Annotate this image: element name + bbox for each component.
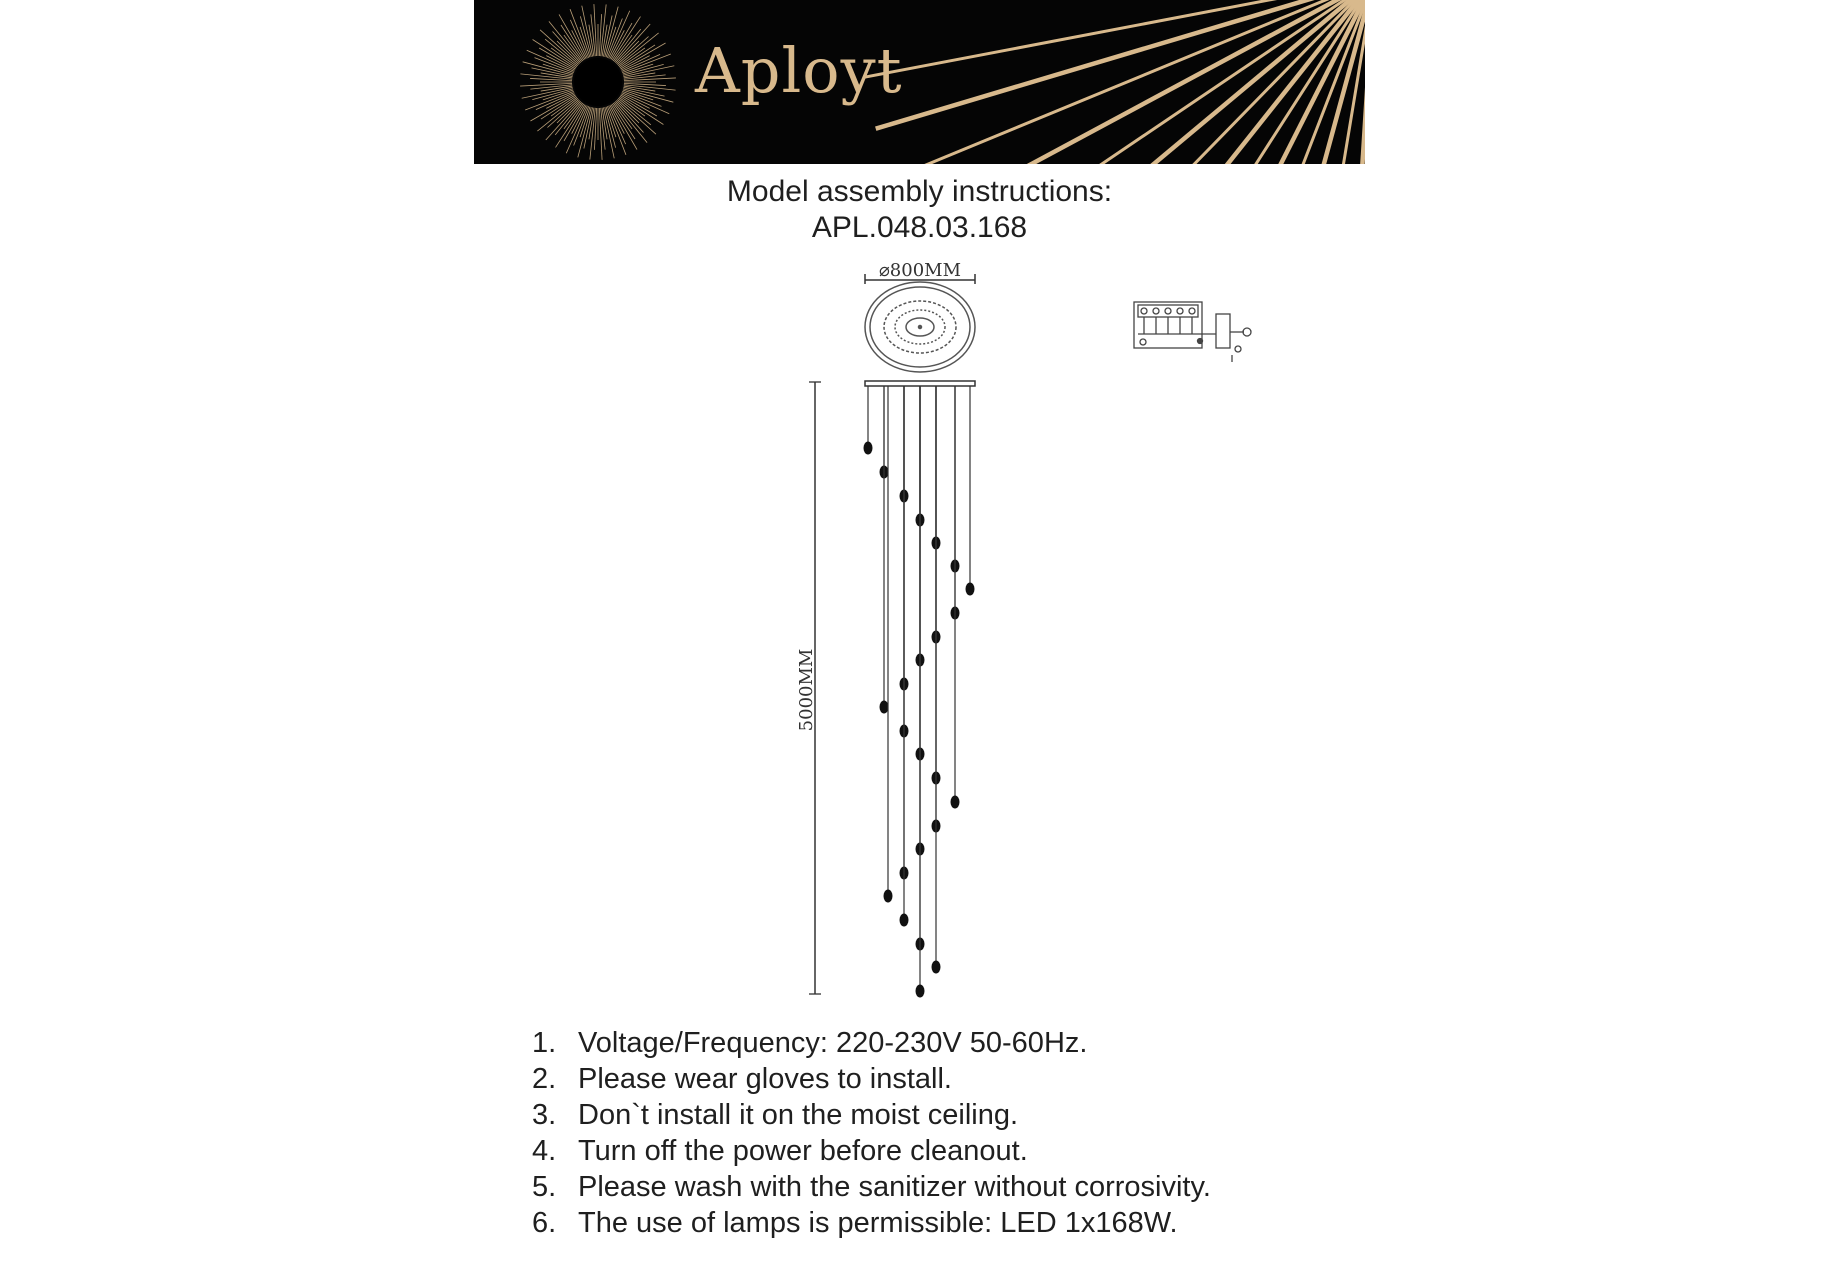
instruction-number: 1. xyxy=(532,1027,557,1059)
instruction-item xyxy=(532,1169,1211,1205)
instruction-text: Don`t install it on the moist ceiling. xyxy=(578,1099,1019,1131)
model-number: APL.048.03.168 xyxy=(811,211,1028,244)
instruction-item xyxy=(532,1025,1211,1061)
pendant-light xyxy=(932,961,941,974)
instruction-number: 3. xyxy=(532,1099,557,1131)
document-title: Model assembly instructions: xyxy=(726,175,1113,208)
pendant-light xyxy=(864,442,873,455)
wiring-diagram-icon xyxy=(1134,302,1251,362)
instruction-item xyxy=(532,1097,1211,1133)
diameter-dimension xyxy=(865,260,975,284)
ceiling-plate xyxy=(865,381,975,386)
instruction-list xyxy=(532,1025,1211,1241)
pendant-light xyxy=(884,890,893,903)
instruction-text: Please wear gloves to install. xyxy=(578,1063,952,1095)
pendant-light xyxy=(900,914,909,927)
instruction-item xyxy=(532,1205,1211,1241)
chandelier-side-view xyxy=(796,381,975,998)
height-label: 5000MM xyxy=(796,648,817,732)
instruction-number: 2. xyxy=(532,1063,557,1095)
pendant-light xyxy=(916,985,925,998)
canopy-top-view xyxy=(865,282,975,372)
instruction-number: 5. xyxy=(532,1171,557,1203)
instruction-text: Voltage/Frequency: 220-230V 50-60Hz. xyxy=(578,1027,1088,1059)
instruction-text: Turn off the power before cleanout. xyxy=(578,1135,1028,1167)
pendant-lights xyxy=(864,386,975,998)
diameter-label: ⌀800MM xyxy=(878,260,962,281)
pendant-light xyxy=(951,796,960,809)
instruction-item xyxy=(532,1061,1211,1097)
instruction-number: 6. xyxy=(532,1207,557,1239)
instruction-item xyxy=(532,1133,1211,1169)
pendant-light xyxy=(880,701,889,714)
instruction-text: The use of lamps is permissible: LED 1x168W. xyxy=(578,1207,1178,1239)
brand-logo-text: Aployt xyxy=(695,34,903,107)
instruction-number: 4. xyxy=(532,1135,557,1167)
pendant-light xyxy=(966,583,975,596)
instruction-text: Please wash with the sanitizer without corrosivity. xyxy=(578,1171,1211,1203)
